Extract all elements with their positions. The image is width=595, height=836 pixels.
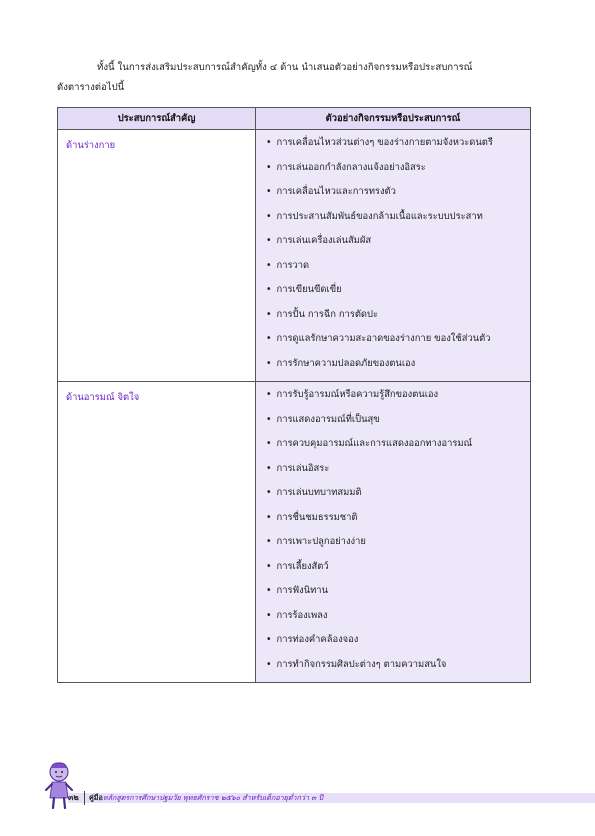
list-item: • การรักษาความปลอดภัยของตนเอง [266,357,530,382]
list-item: • การเล่นออกกำลังกลางแจ้งอย่างอิสระ [266,161,530,186]
list-item: • การแสดงอารมณ์ที่เป็นสุข [266,413,530,438]
activities-physical [256,130,531,382]
list-item: • การร้องเพลง [266,609,530,634]
table-row [58,382,531,683]
list-item: • การทำกิจกรรมศิลปะต่างๆ ตามความสนใจ [266,658,530,683]
list-item: • การเล่นบทบาทสมมติ [266,486,530,511]
category-emotional: ด้านอารมณ์ จิตใจ [58,382,256,683]
intro-paragraph [57,58,531,98]
list-item: • การเขียนขีดเขี่ย [266,283,530,308]
list-item: • การเล่นเครื่องเล่นสัมผัส [266,234,530,259]
list-item: • การเคลื่อนไหวส่วนต่างๆ ของร่างกายตามจังหวะดนตรี [266,136,530,161]
page-footer [0,760,595,836]
table-header-row [58,108,531,130]
list-item: • การเลี้ยงสัตว์ [266,560,530,585]
list-item: • การประสานสัมพันธ์ของกล้ามเนื้อและระบบประสาท [266,210,530,235]
footer-caption [89,793,323,803]
book-label: คู่มือ [89,793,103,802]
experience-table [57,107,531,683]
list-item: • การเล่นอิสระ [266,462,530,487]
list-item: • การควบคุมอารมณ์และการแสดงออกทางอารมณ์ [266,437,530,462]
list-item: • การฟังนิทาน [266,584,530,609]
intro-line-1: ทั้งนี้ ในการส่งเสริมประสบการณ์สำคัญทั้ง ๔ ด้าน นำเสนอตัวอย่างกิจกรรมหรือประสบการณ์ [97,62,473,73]
list-item: • การดูแลรักษาความสะอาดของร่างกาย ของใช้ส่วนตัว [266,332,530,357]
page-number: ๓๒ [68,793,79,802]
activity-list [266,388,530,682]
header-example-activities: ตัวอย่างกิจกรรมหรือประสบการณ์ [256,108,531,130]
list-item: • การเพาะปลูกอย่างง่าย [266,535,530,560]
activities-emotional [256,382,531,683]
activity-list [266,136,530,381]
list-item: • การชื่นชมธรรมชาติ [266,511,530,536]
header-key-experience: ประสบการณ์สำคัญ [58,108,256,130]
list-item: • การท่องคำคล้องจอง [266,633,530,658]
list-item: • การรับรู้อารมณ์หรือความรู้สึกของตนเอง [266,388,530,413]
intro-line-2: ดังตารางต่อไปนี้ [57,82,125,93]
table-row [58,130,531,382]
book-title: หลักสูตรการศึกษาปฐมวัย พุทธศักราช ๒๕๖๐ สำหรับเด็กอายุต่ำกว่า ๓ ปี [102,793,324,802]
list-item: • การเคลื่อนไหวและการทรงตัว [266,185,530,210]
list-item: • การวาด [266,259,530,284]
child-mascot-icon [44,760,74,812]
footer-divider [84,791,85,805]
list-item: • การปั้น การฉีก การตัดปะ [266,308,530,333]
category-physical: ด้านร่างกาย [58,130,256,382]
